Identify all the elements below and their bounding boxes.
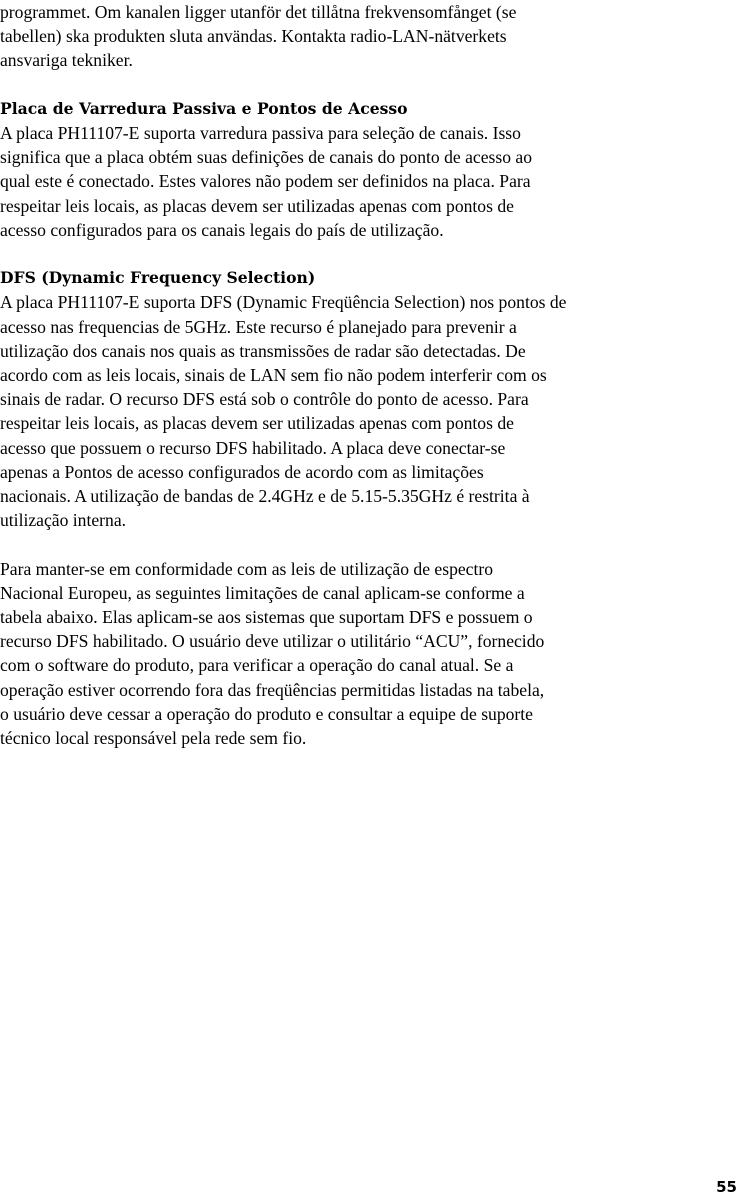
section-heading-passive-scan: Placa de Varredura Passiva e Pontos de Acesso xyxy=(0,98,408,118)
text-line: com o software do produto, para verificar a operação do canal atual. Se a xyxy=(0,655,514,676)
passive-scan-section xyxy=(0,97,739,242)
text-line: A placa PH11107-E suporta DFS (Dynamic Freqüência Selection) nos pontos de xyxy=(0,292,567,313)
text-line: tabellen) ska produkten sluta användas. Kontakta radio-LAN-nätverkets xyxy=(0,26,507,47)
text-line: recurso DFS habilitado. O usuário deve utilizar o utilitário “ACU”, fornecido xyxy=(0,631,545,652)
text-line: utilização dos canais nos quais as transmissões de radar são detectadas. De xyxy=(0,340,526,361)
text-line: A placa PH11107-E suporta varredura passiva para seleção de canais. Isso xyxy=(0,123,521,143)
text-line: acesso que possuem o recurso DFS habilitado. A placa deve conectar-se xyxy=(0,437,506,458)
text-line: nacionais. A utilização de bandas de 2.4GHz e de 5.15-5.35GHz é restrita à xyxy=(0,486,530,507)
text-line: sinais de radar. O recurso DFS está sob o contrôle do ponto de acesso. Para xyxy=(0,389,529,410)
intro-paragraph xyxy=(0,0,739,73)
text-line: programmet. Om kanalen ligger utanför det tillåtna frekvensomfånget (se xyxy=(0,2,517,22)
text-line: operação estiver ocorrendo fora das freqüências permitidas listadas na tabela, xyxy=(0,679,545,700)
text-line: qual este é conectado. Estes valores não podem ser definidos na placa. Para xyxy=(0,171,531,192)
page-number: 55 xyxy=(716,1178,737,1196)
text-line: tabela abaixo. Elas aplicam-se aos sistemas que suportam DFS e possuem o xyxy=(0,607,533,628)
text-line: respeitar leis locais, as placas devem ser utilizadas apenas com pontos de xyxy=(0,195,514,216)
text-line: Nacional Europeu, as seguintes limitações de canal aplicam-se conforme a xyxy=(0,582,525,603)
text-line: técnico local responsável pela rede sem fio. xyxy=(0,728,307,749)
text-line: significa que a placa obtém suas definições de canais do ponto de acesso ao xyxy=(0,147,533,168)
text-line: respeitar leis locais, as placas devem ser utilizadas apenas com pontos de xyxy=(0,413,514,434)
text-line: o usuário deve cessar a operação do produto e consultar a equipe de suporte xyxy=(0,703,533,724)
text-line: acesso configurados para os canais legais do país de utilização. xyxy=(0,219,444,240)
text-line: ansvariga tekniker. xyxy=(0,50,133,71)
text-line: acesso nas frequencias de 5GHz. Este recurso é planejado para prevenir a xyxy=(0,316,517,337)
text-line: Para manter-se em conformidade com as leis de utilização de espectro xyxy=(0,558,494,579)
text-line: apenas a Pontos de acesso configurados de acordo com as limitações xyxy=(0,461,484,482)
text-line: utilização interna. xyxy=(0,510,127,531)
section-heading-dfs: DFS (Dynamic Frequency Selection) xyxy=(0,268,316,288)
text-line: acordo com as leis locais, sinais de LAN sem fio não podem interferir com os xyxy=(0,365,547,386)
dfs-section xyxy=(0,266,739,532)
european-spectrum-paragraph xyxy=(0,557,739,751)
